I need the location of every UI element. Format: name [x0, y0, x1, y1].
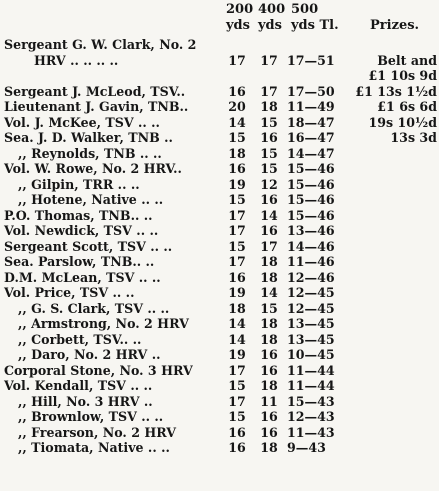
- score-400-yds: 15: [260, 161, 278, 176]
- competitor-name: Sergeant G. W. Clark, No. 2: [4, 37, 197, 52]
- score-200-yds: 17: [228, 223, 246, 238]
- score-200-yds: 14: [228, 316, 246, 331]
- score-200-yds: 17: [228, 393, 246, 409]
- score-400-yds: 15: [260, 300, 278, 316]
- score-500-and-total: 15—43: [287, 393, 335, 409]
- score-200-yds: 19: [228, 285, 246, 300]
- score-400-yds: 18: [260, 331, 278, 347]
- competitor-name: ,, Reynolds, TNB .. ..: [18, 145, 162, 161]
- score-400-yds: 16: [260, 362, 278, 378]
- header-unit-200: yds: [226, 18, 250, 33]
- score-500-and-total: 11—44: [287, 362, 335, 378]
- score-500-and-total: 14—46: [287, 238, 335, 254]
- score-200-yds: 14: [228, 114, 246, 130]
- score-500-and-total: 17—50: [287, 83, 335, 99]
- table-row: [0, 270, 439, 286]
- score-400-yds: 15: [260, 114, 278, 130]
- score-400-yds: 16: [260, 409, 278, 424]
- score-200-yds: 16: [228, 161, 246, 176]
- competitor-name: ,, Corbett, TSV.. ..: [18, 331, 142, 347]
- score-500-and-total: 15—46: [287, 176, 335, 192]
- score-200-yds: 17: [228, 207, 246, 223]
- score-500-and-total: 13—45: [287, 316, 335, 331]
- score-500-and-total: 11—49: [287, 99, 335, 114]
- table-row: [0, 161, 439, 177]
- table-row: [0, 223, 439, 239]
- prize-amount: £1 6s 6d: [377, 99, 437, 114]
- score-400-yds: 12: [260, 176, 278, 192]
- score-400-yds: 16: [260, 130, 278, 145]
- competitor-name: ,, Brownlow, TSV .. ..: [18, 409, 164, 424]
- table-row: [0, 192, 439, 208]
- table-row: [0, 84, 439, 100]
- table-header: [0, 2, 439, 36]
- table-row: [0, 285, 439, 301]
- score-200-yds: 20: [228, 99, 246, 114]
- score-200-yds: 18: [228, 300, 246, 316]
- score-400-yds: 14: [260, 207, 278, 223]
- table-row: [0, 301, 439, 317]
- score-500-and-total: 18—47: [287, 114, 335, 130]
- competitor-name: Sea. J. D. Walker, TNB ..: [4, 130, 173, 145]
- competitor-name: ,, Armstrong, No. 2 HRV: [18, 316, 189, 331]
- competitor-name: Sergeant Scott, TSV .. ..: [4, 238, 173, 254]
- score-400-yds: 16: [260, 223, 278, 238]
- competitor-name: Vol. Price, TSV .. ..: [4, 285, 135, 300]
- competitor-name: Vol. Kendall, TSV .. ..: [4, 378, 153, 393]
- score-500-and-total: 15—46: [287, 192, 335, 207]
- header-unit-400: yds: [258, 18, 282, 33]
- table-row: [0, 440, 439, 456]
- score-200-yds: 16: [228, 424, 246, 440]
- header-unit-500: yds Tl.: [291, 18, 339, 33]
- table-row: [0, 425, 439, 441]
- score-400-yds: 15: [260, 145, 278, 161]
- competitor-name: Corporal Stone, No. 3 HRV: [4, 362, 193, 378]
- score-400-yds: 18: [260, 440, 278, 455]
- score-500-and-total: 15—46: [287, 161, 335, 176]
- score-500-and-total: 12—45: [287, 285, 335, 300]
- table-row: [0, 378, 439, 394]
- prize-amount: 13s 3d: [390, 130, 437, 145]
- table-row: [0, 146, 439, 162]
- table-row: [0, 347, 439, 363]
- score-400-yds: 17: [260, 52, 278, 68]
- score-200-yds: 15: [228, 192, 246, 207]
- score-500-and-total: 16—47: [287, 130, 335, 145]
- table-row: [0, 99, 439, 115]
- table-row: [0, 115, 439, 131]
- table-row: [0, 332, 439, 348]
- score-200-yds: 14: [228, 331, 246, 347]
- competitor-name: P.O. Thomas, TNB.. ..: [4, 207, 153, 223]
- score-200-yds: 15: [228, 409, 246, 424]
- score-200-yds: 17: [228, 254, 246, 269]
- score-400-yds: 18: [260, 316, 278, 331]
- competitor-name: ,, Frearson, No. 2 HRV: [18, 424, 177, 440]
- score-200-yds: 19: [228, 347, 246, 362]
- table-row: [0, 130, 439, 146]
- score-500-and-total: 12—43: [287, 409, 335, 424]
- score-400-yds: 18: [260, 378, 278, 393]
- competitor-name: ,, Tiomata, Native .. ..: [18, 440, 170, 455]
- table-row: [0, 37, 439, 53]
- score-200-yds: 16: [228, 269, 246, 285]
- table-row: [0, 53, 439, 69]
- score-500-and-total: 13—45: [287, 331, 335, 347]
- competitor-name: HRV .. .. .. ..: [34, 52, 119, 68]
- score-500-and-total: 13—46: [287, 223, 335, 238]
- score-400-yds: 18: [260, 99, 278, 114]
- score-500-and-total: 14—47: [287, 145, 335, 161]
- table-row: [0, 254, 439, 270]
- score-200-yds: 19: [228, 176, 246, 192]
- competitor-name: Sergeant J. McLeod, TSV..: [4, 83, 186, 99]
- score-500-and-total: 11—44: [287, 378, 335, 393]
- score-500-and-total: 12—46: [287, 269, 335, 285]
- header-range-500: 500: [291, 2, 319, 17]
- competitor-name: Vol. W. Rowe, No. 2 HRV..: [4, 161, 182, 176]
- score-400-yds: 16: [260, 192, 278, 207]
- results-table: [0, 37, 439, 456]
- score-200-yds: 15: [228, 378, 246, 393]
- prize-amount: 19s 10½d: [368, 114, 437, 130]
- score-500-and-total: 17—51: [287, 52, 335, 68]
- competitor-name: Lieutenant J. Gavin, TNB..: [4, 99, 189, 114]
- score-400-yds: 18: [260, 269, 278, 285]
- score-200-yds: 16: [228, 83, 246, 99]
- table-row: [0, 239, 439, 255]
- score-500-and-total: 9—43: [287, 440, 326, 455]
- competitor-name: ,, Daro, No. 2 HRV ..: [18, 347, 161, 362]
- score-200-yds: 18: [228, 145, 246, 161]
- score-500-and-total: 12—45: [287, 300, 335, 316]
- header-prizes: Prizes.: [370, 18, 420, 33]
- header-range-400: 400: [258, 2, 286, 17]
- score-200-yds: 15: [228, 130, 246, 145]
- competitor-name: D.M. McLean, TSV .. ..: [4, 269, 161, 285]
- table-row: [0, 208, 439, 224]
- score-400-yds: 17: [260, 83, 278, 99]
- score-400-yds: 11: [260, 393, 278, 409]
- competitor-name: ,, Hill, No. 3 HRV ..: [18, 393, 153, 409]
- header-range-200: 200: [226, 2, 254, 17]
- prize-amount: £1 13s 1½d: [355, 83, 437, 99]
- competitor-name: ,, Hotene, Native .. ..: [18, 192, 164, 207]
- table-row: [0, 68, 439, 84]
- prize-amount: £1 10s 9d: [368, 68, 437, 83]
- table-row: [0, 363, 439, 379]
- score-200-yds: 15: [228, 238, 246, 254]
- score-400-yds: 17: [260, 238, 278, 254]
- score-500-and-total: 11—46: [287, 254, 335, 269]
- score-500-and-total: 15—46: [287, 207, 335, 223]
- score-400-yds: 14: [260, 285, 278, 300]
- table-row: [0, 409, 439, 425]
- competitor-name: ,, G. S. Clark, TSV .. ..: [18, 300, 170, 316]
- score-200-yds: 17: [228, 362, 246, 378]
- score-500-and-total: 11—43: [287, 424, 335, 440]
- score-200-yds: 17: [228, 52, 246, 68]
- score-400-yds: 16: [260, 347, 278, 362]
- score-400-yds: 16: [260, 424, 278, 440]
- competitor-name: Vol. J. McKee, TSV .. ..: [4, 114, 160, 130]
- table-row: [0, 394, 439, 410]
- prize-amount: Belt and: [377, 52, 437, 68]
- competitor-name: Sea. Parslow, TNB.. ..: [4, 254, 155, 269]
- score-500-and-total: 10—45: [287, 347, 335, 362]
- score-400-yds: 18: [260, 254, 278, 269]
- competitor-name: ,, Gilpin, TRR .. ..: [18, 176, 140, 192]
- competitor-name: Vol. Newdick, TSV .. ..: [4, 223, 159, 238]
- table-row: [0, 316, 439, 332]
- score-200-yds: 16: [228, 440, 246, 455]
- table-row: [0, 177, 439, 193]
